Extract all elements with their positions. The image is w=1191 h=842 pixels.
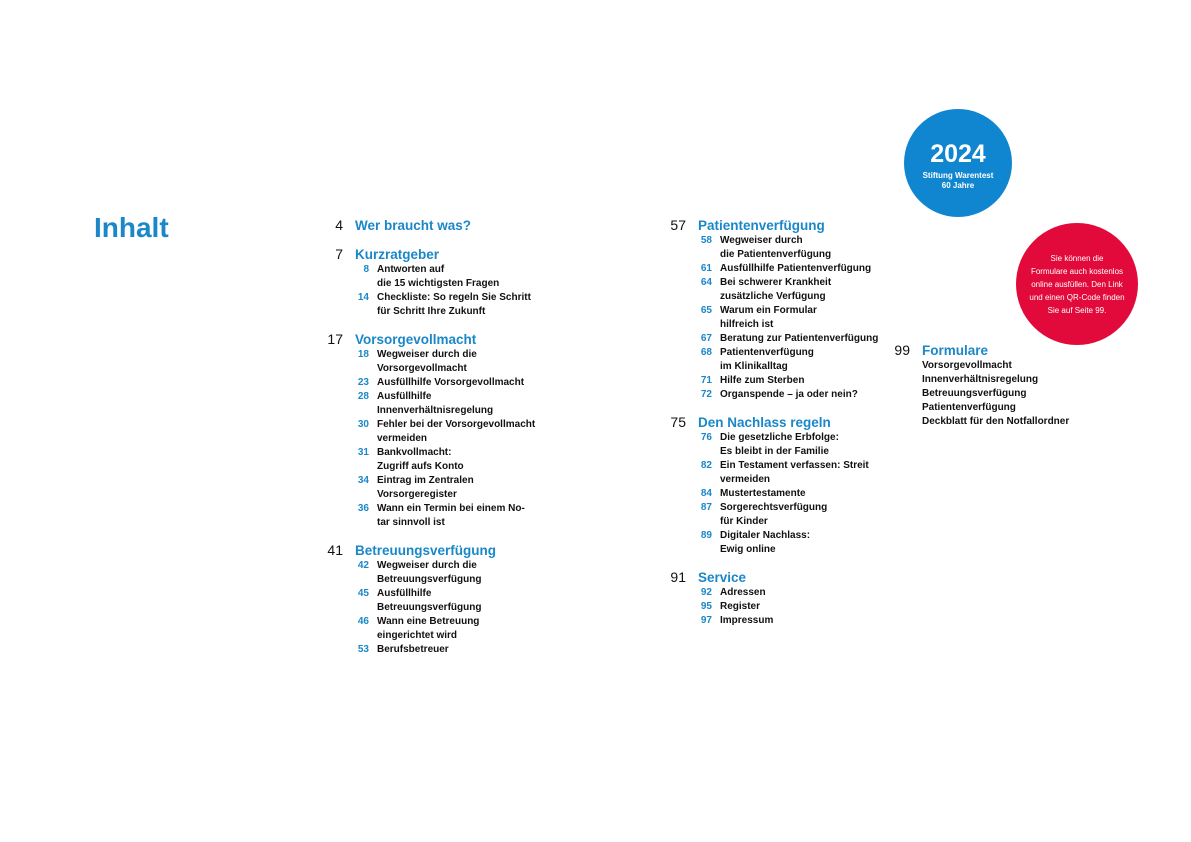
entry-page-number: 67 xyxy=(700,333,712,344)
section-title: Service xyxy=(698,570,747,585)
toc-entry[interactable] xyxy=(669,346,909,374)
toc-entry[interactable] xyxy=(893,401,1113,415)
entry-title: Organspende – ja oder nein? xyxy=(720,389,858,400)
toc-section xyxy=(669,569,909,628)
anniversary-year: 2024 xyxy=(930,139,986,168)
toc-section xyxy=(326,331,566,530)
entry-title: Patientenverfügung xyxy=(922,402,1016,413)
entry-title: Impressum xyxy=(720,615,774,626)
entry-title: Sorgerechtsverfügung für Kinder xyxy=(720,502,828,527)
entry-title: Register xyxy=(720,601,761,612)
toc-entry[interactable] xyxy=(669,304,909,332)
entry-title: Bei schwerer Krankheit zusätzliche Verfügung xyxy=(720,277,832,302)
toc-entry[interactable] xyxy=(669,374,909,388)
entry-page-number: 68 xyxy=(700,347,712,358)
toc-entry[interactable] xyxy=(669,262,909,276)
entry-title: Deckblatt für den Notfallordner xyxy=(922,416,1070,427)
entry-page-number: 82 xyxy=(700,460,712,471)
entry-page-number: 18 xyxy=(357,349,369,360)
toc-entry[interactable] xyxy=(893,387,1113,401)
entry-title: Wegweiser durch die Vorsorgevollmacht xyxy=(377,349,477,374)
entry-page-number: 64 xyxy=(700,277,712,288)
section-title: Formulare xyxy=(922,343,989,358)
entry-page-number: 65 xyxy=(700,305,712,316)
anniversary-badge xyxy=(904,109,1012,217)
section-page-number: 7 xyxy=(335,246,343,262)
section-title: Vorsorgevollmacht xyxy=(355,332,477,347)
section-page-number: 17 xyxy=(327,331,343,347)
entry-title: Ein Testament verfassen: Streit vermeiden xyxy=(720,460,869,485)
toc-section xyxy=(669,217,909,402)
toc-entry[interactable] xyxy=(326,474,566,502)
toc-entry[interactable] xyxy=(669,332,909,346)
toc-entry[interactable] xyxy=(326,291,566,319)
toc-section-heading[interactable] xyxy=(326,331,566,348)
entry-title: Checkliste: So regeln Sie Schritt für Schritt Ihre Zukunft xyxy=(377,292,531,317)
toc-entry[interactable] xyxy=(326,587,566,615)
toc-entry[interactable] xyxy=(669,388,909,402)
entry-page-number: 42 xyxy=(357,560,369,571)
entry-title: Patientenverfügung im Klinikalltag xyxy=(720,347,814,372)
entry-page-number: 8 xyxy=(363,264,369,275)
toc-entry[interactable] xyxy=(669,501,909,529)
section-page-number: 41 xyxy=(327,542,343,558)
section-title: Den Nachlass regeln xyxy=(698,415,831,430)
toc-entry[interactable] xyxy=(669,529,909,557)
toc-section-heading[interactable] xyxy=(326,246,566,263)
toc-entry[interactable] xyxy=(326,418,566,446)
section-page-number: 99 xyxy=(894,342,910,358)
entry-page-number: 58 xyxy=(700,235,712,246)
entry-title: Wann ein Termin bei einem No- tar sinnvoll ist xyxy=(377,503,525,528)
entry-title: Vorsorgevollmacht xyxy=(922,360,1012,371)
entry-title: Mustertestamente xyxy=(720,488,806,499)
entry-page-number: 89 xyxy=(700,530,712,541)
section-page-number: 4 xyxy=(335,217,343,233)
entry-page-number: 92 xyxy=(700,587,712,598)
entry-title: Beratung zur Patientenverfügung xyxy=(720,333,879,344)
entry-title: Ausfüllhilfe Betreuungsverfügung xyxy=(377,588,482,613)
toc-entry[interactable] xyxy=(669,614,909,628)
toc-entry[interactable] xyxy=(893,373,1113,387)
entry-page-number: 23 xyxy=(357,377,369,388)
entry-page-number: 87 xyxy=(700,502,712,513)
toc-section-heading[interactable] xyxy=(669,569,909,586)
toc-entry[interactable] xyxy=(669,431,909,459)
entry-title: Fehler bei der Vorsorgevollmacht vermeiden xyxy=(377,419,536,444)
entry-title: Hilfe zum Sterben xyxy=(720,375,805,386)
entry-title: Antworten auf die 15 wichtigsten Fragen xyxy=(377,264,500,289)
entry-title: Wegweiser durch die Betreuungsverfügung xyxy=(377,560,482,585)
entry-page-number: 84 xyxy=(700,488,712,499)
toc-entry[interactable] xyxy=(669,586,909,600)
entry-title: Bankvollmacht: Zugriff aufs Konto xyxy=(377,447,464,472)
entry-title: Betreuungsverfügung xyxy=(922,388,1027,399)
entry-title: Ausfüllhilfe Innenverhältnisregelung xyxy=(377,391,494,416)
toc-entry[interactable] xyxy=(326,615,566,643)
toc-entry[interactable] xyxy=(326,376,566,390)
toc-entry[interactable] xyxy=(669,276,909,304)
toc-entry[interactable] xyxy=(326,559,566,587)
entry-title: Adressen xyxy=(720,587,766,598)
toc-entry[interactable] xyxy=(326,390,566,418)
entry-page-number: 97 xyxy=(700,615,712,626)
toc-entry[interactable] xyxy=(669,487,909,501)
section-title: Betreuungsverfügung xyxy=(355,543,497,558)
toc-section-heading[interactable] xyxy=(326,217,566,234)
entry-page-number: 45 xyxy=(357,588,369,599)
entry-title: Ausfüllhilfe Vorsorgevollmacht xyxy=(377,377,525,388)
entry-title: Wegweiser durch die Patientenverfügung xyxy=(720,235,832,260)
entry-page-number: 95 xyxy=(700,601,712,612)
entry-page-number: 61 xyxy=(700,263,712,274)
toc-column-3 xyxy=(893,342,1113,441)
online-forms-text: Sie können die Formulare auch kostenlos online ausfüllen. Den Link und einen QR-Code finden Sie auf Seite 99. xyxy=(1029,253,1125,315)
online-forms-badge xyxy=(1016,223,1138,345)
toc-section-heading[interactable] xyxy=(669,217,909,234)
toc-entry[interactable] xyxy=(893,359,1113,373)
toc-entry[interactable] xyxy=(669,234,909,262)
toc-section xyxy=(893,342,1113,429)
entry-page-number: 72 xyxy=(700,389,712,400)
toc-column-2 xyxy=(669,217,909,640)
entry-page-number: 71 xyxy=(700,375,712,386)
entry-page-number: 31 xyxy=(357,447,369,458)
toc-section xyxy=(326,542,566,657)
toc-entry[interactable] xyxy=(893,415,1113,429)
entry-title: Wann eine Betreuung eingerichtet wird xyxy=(377,616,480,641)
entry-page-number: 30 xyxy=(357,419,369,430)
section-title: Wer braucht was? xyxy=(355,218,472,233)
toc-column-1 xyxy=(326,217,566,669)
entry-page-number: 76 xyxy=(700,432,712,443)
toc-section-heading[interactable] xyxy=(669,414,909,431)
section-page-number: 75 xyxy=(670,414,686,430)
entry-title: Innenverhältnisregelung xyxy=(922,374,1039,385)
section-page-number: 91 xyxy=(670,569,686,585)
toc-entry[interactable] xyxy=(326,643,566,657)
toc-entry[interactable] xyxy=(326,263,566,291)
entry-title: Die gesetzliche Erbfolge: Es bleibt in der Familie xyxy=(720,432,839,457)
entry-title: Eintrag im Zentralen Vorsorgeregister xyxy=(377,475,474,500)
entry-page-number: 46 xyxy=(357,616,369,627)
section-title: Patientenverfügung xyxy=(698,218,825,233)
section-title: Kurzratgeber xyxy=(355,247,440,262)
entry-page-number: 28 xyxy=(357,391,369,402)
entry-title: Berufsbetreuer xyxy=(377,644,449,655)
toc-entry[interactable] xyxy=(326,446,566,474)
entry-title: Digitaler Nachlass: Ewig online xyxy=(720,530,811,555)
toc-entry[interactable] xyxy=(326,348,566,376)
entry-title: Warum ein Formular hilfreich ist xyxy=(720,305,817,330)
section-page-number: 57 xyxy=(670,217,686,233)
toc-section-heading[interactable] xyxy=(326,542,566,559)
anniversary-subtitle: Stiftung Warentest 60 Jahre xyxy=(922,170,994,190)
entry-page-number: 34 xyxy=(357,475,369,486)
entry-title: Ausfüllhilfe Patientenverfügung xyxy=(720,263,872,274)
toc-entry[interactable] xyxy=(669,459,909,487)
entry-page-number: 53 xyxy=(357,644,369,655)
toc-section xyxy=(326,217,566,234)
toc-entry[interactable] xyxy=(669,600,909,614)
toc-entry[interactable] xyxy=(326,502,566,530)
entry-page-number: 36 xyxy=(357,503,369,514)
entry-page-number: 14 xyxy=(357,292,369,303)
toc-section xyxy=(326,246,566,319)
page-title: Inhalt xyxy=(94,212,169,243)
toc-section xyxy=(669,414,909,557)
